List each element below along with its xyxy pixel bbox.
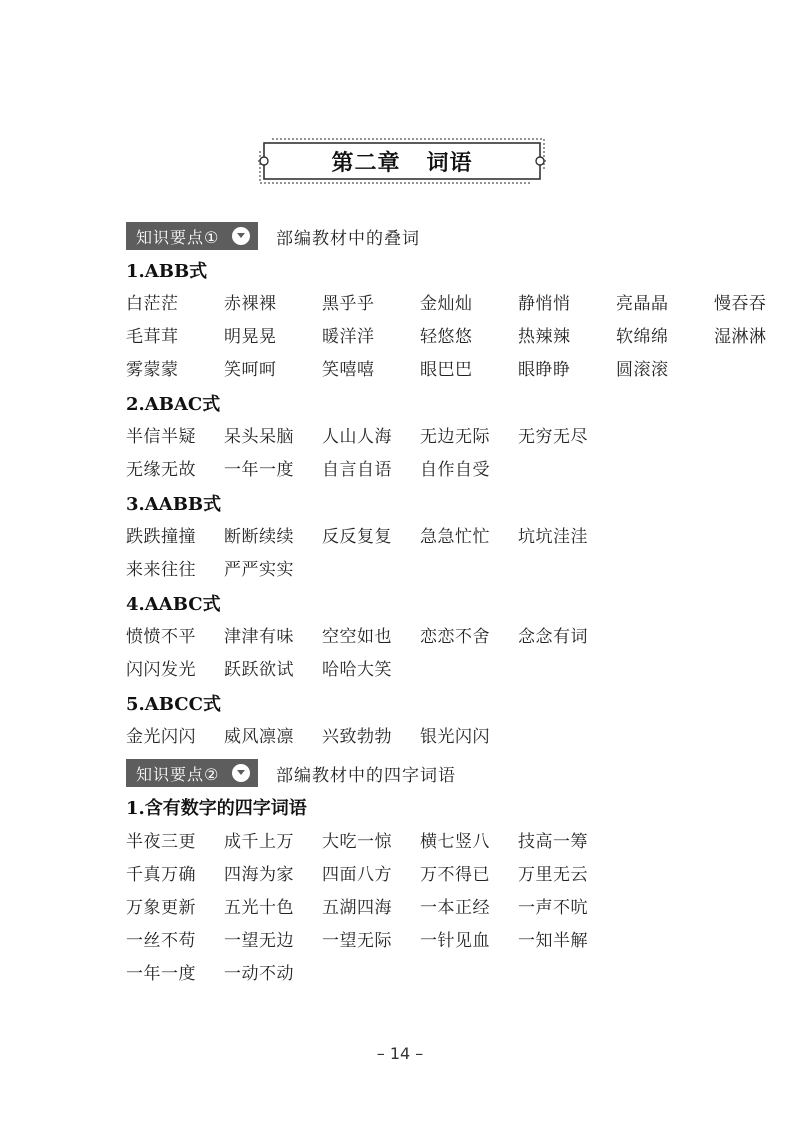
word: 一望无边 [224, 931, 294, 951]
word: 暖洋洋 [322, 327, 375, 347]
word: 人山人海 [322, 427, 392, 447]
word: 半信半疑 [126, 427, 196, 447]
word-row [126, 458, 518, 482]
word: 眼巴巴 [420, 360, 473, 380]
word: 大吃一惊 [322, 832, 392, 852]
chapter-title [258, 137, 546, 185]
word: 金光闪闪 [126, 727, 196, 747]
word: 千真万确 [126, 865, 196, 885]
word-row [126, 929, 616, 953]
word: 雾蒙蒙 [126, 360, 179, 380]
word-row [126, 425, 616, 449]
word-row [126, 558, 322, 582]
word: 一年一度 [126, 964, 196, 984]
word: 一动不动 [224, 964, 294, 984]
word: 来来往往 [126, 560, 196, 580]
word: 万不得已 [420, 865, 490, 885]
word: 四面八方 [322, 865, 392, 885]
word-row [126, 830, 616, 854]
word-row [126, 896, 616, 920]
section-head-2 [126, 759, 456, 787]
word: 一知半解 [518, 931, 588, 951]
word: 坑坑洼洼 [518, 527, 588, 547]
word: 横七竖八 [420, 832, 490, 852]
group-heading-aabb: 3.AABB式 [126, 494, 222, 515]
word-row [126, 325, 800, 349]
word: 银光闪闪 [420, 727, 490, 747]
word: 呆头呆脑 [224, 427, 294, 447]
word: 一年一度 [224, 460, 294, 480]
word-row [126, 725, 518, 749]
section-title-2: 部编教材中的四字词语 [276, 765, 456, 786]
word: 热辣辣 [518, 327, 571, 347]
word-row [126, 292, 800, 316]
word: 技高一筹 [518, 832, 588, 852]
section-head-1 [126, 222, 420, 250]
word: 念念有词 [518, 627, 588, 647]
word: 闪闪发光 [126, 660, 196, 680]
chapter-name: 词语 [426, 150, 473, 176]
word: 白茫茫 [126, 294, 179, 314]
word: 静悄悄 [518, 294, 571, 314]
word: 跌跌撞撞 [126, 527, 196, 547]
group-heading-numbers: 1.含有数字的四字词语 [126, 798, 307, 819]
word: 眼睁睁 [518, 360, 571, 380]
word: 一望无际 [322, 931, 392, 951]
section-title-1: 部编教材中的叠词 [276, 228, 420, 249]
word: 严严实实 [224, 560, 294, 580]
chevron-down-icon [232, 764, 250, 782]
word-row [126, 863, 616, 887]
word: 自言自语 [322, 460, 392, 480]
section-tag-label: 知识要点① [136, 227, 220, 247]
chapter-title-banner [258, 137, 546, 185]
word: 湿淋淋 [714, 327, 767, 347]
word: 津津有味 [224, 627, 294, 647]
word: 黑乎乎 [322, 294, 375, 314]
word: 五光十色 [224, 898, 294, 918]
word: 笑嘻嘻 [322, 360, 375, 380]
word: 半夜三更 [126, 832, 196, 852]
word: 断断续续 [224, 527, 294, 547]
word: 轻悠悠 [420, 327, 473, 347]
word: 明晃晃 [224, 327, 277, 347]
word: 无边无际 [420, 427, 490, 447]
word: 四海为家 [224, 865, 294, 885]
word: 成千上万 [224, 832, 294, 852]
group-heading-abb: 1.ABB式 [126, 261, 208, 282]
section-tag-1 [126, 222, 258, 250]
word: 恋恋不舍 [420, 627, 490, 647]
chapter-label: 第二章 [331, 150, 401, 176]
word: 威风凛凛 [224, 727, 294, 747]
word-row [126, 962, 322, 986]
word: 兴致勃勃 [322, 727, 392, 747]
group-heading-abac: 2.ABAC式 [126, 394, 221, 415]
section-tag-label: 知识要点② [136, 764, 220, 784]
word: 一针见血 [420, 931, 490, 951]
group-heading-abcc: 5.ABCC式 [126, 694, 221, 715]
word: 笑呵呵 [224, 360, 277, 380]
word-row [126, 358, 714, 382]
word: 五湖四海 [322, 898, 392, 918]
word: 毛茸茸 [126, 327, 179, 347]
word: 反反复复 [322, 527, 392, 547]
word: 无缘无故 [126, 460, 196, 480]
word: 一声不吭 [518, 898, 588, 918]
word: 无穷无尽 [518, 427, 588, 447]
word: 空空如也 [322, 627, 392, 647]
word: 急急忙忙 [420, 527, 490, 547]
word: 软绵绵 [616, 327, 669, 347]
word-row [126, 525, 616, 549]
word: 一丝不苟 [126, 931, 196, 951]
word: 自作自受 [420, 460, 490, 480]
word: 哈哈大笑 [322, 660, 392, 680]
word: 亮晶晶 [616, 294, 669, 314]
word-row [126, 625, 616, 649]
word: 慢吞吞 [714, 294, 767, 314]
word: 跃跃欲试 [224, 660, 294, 680]
section-tag-2 [126, 759, 258, 787]
word-row [126, 658, 420, 682]
chevron-down-icon [232, 227, 250, 245]
word: 万象更新 [126, 898, 196, 918]
group-heading-aabc: 4.AABC式 [126, 594, 221, 615]
page-number: – 14 – [376, 1044, 424, 1063]
word: 万里无云 [518, 865, 588, 885]
word: 金灿灿 [420, 294, 473, 314]
word: 一本正经 [420, 898, 490, 918]
word: 圆滚滚 [616, 360, 669, 380]
word: 赤裸裸 [224, 294, 277, 314]
word: 愤愤不平 [126, 627, 196, 647]
